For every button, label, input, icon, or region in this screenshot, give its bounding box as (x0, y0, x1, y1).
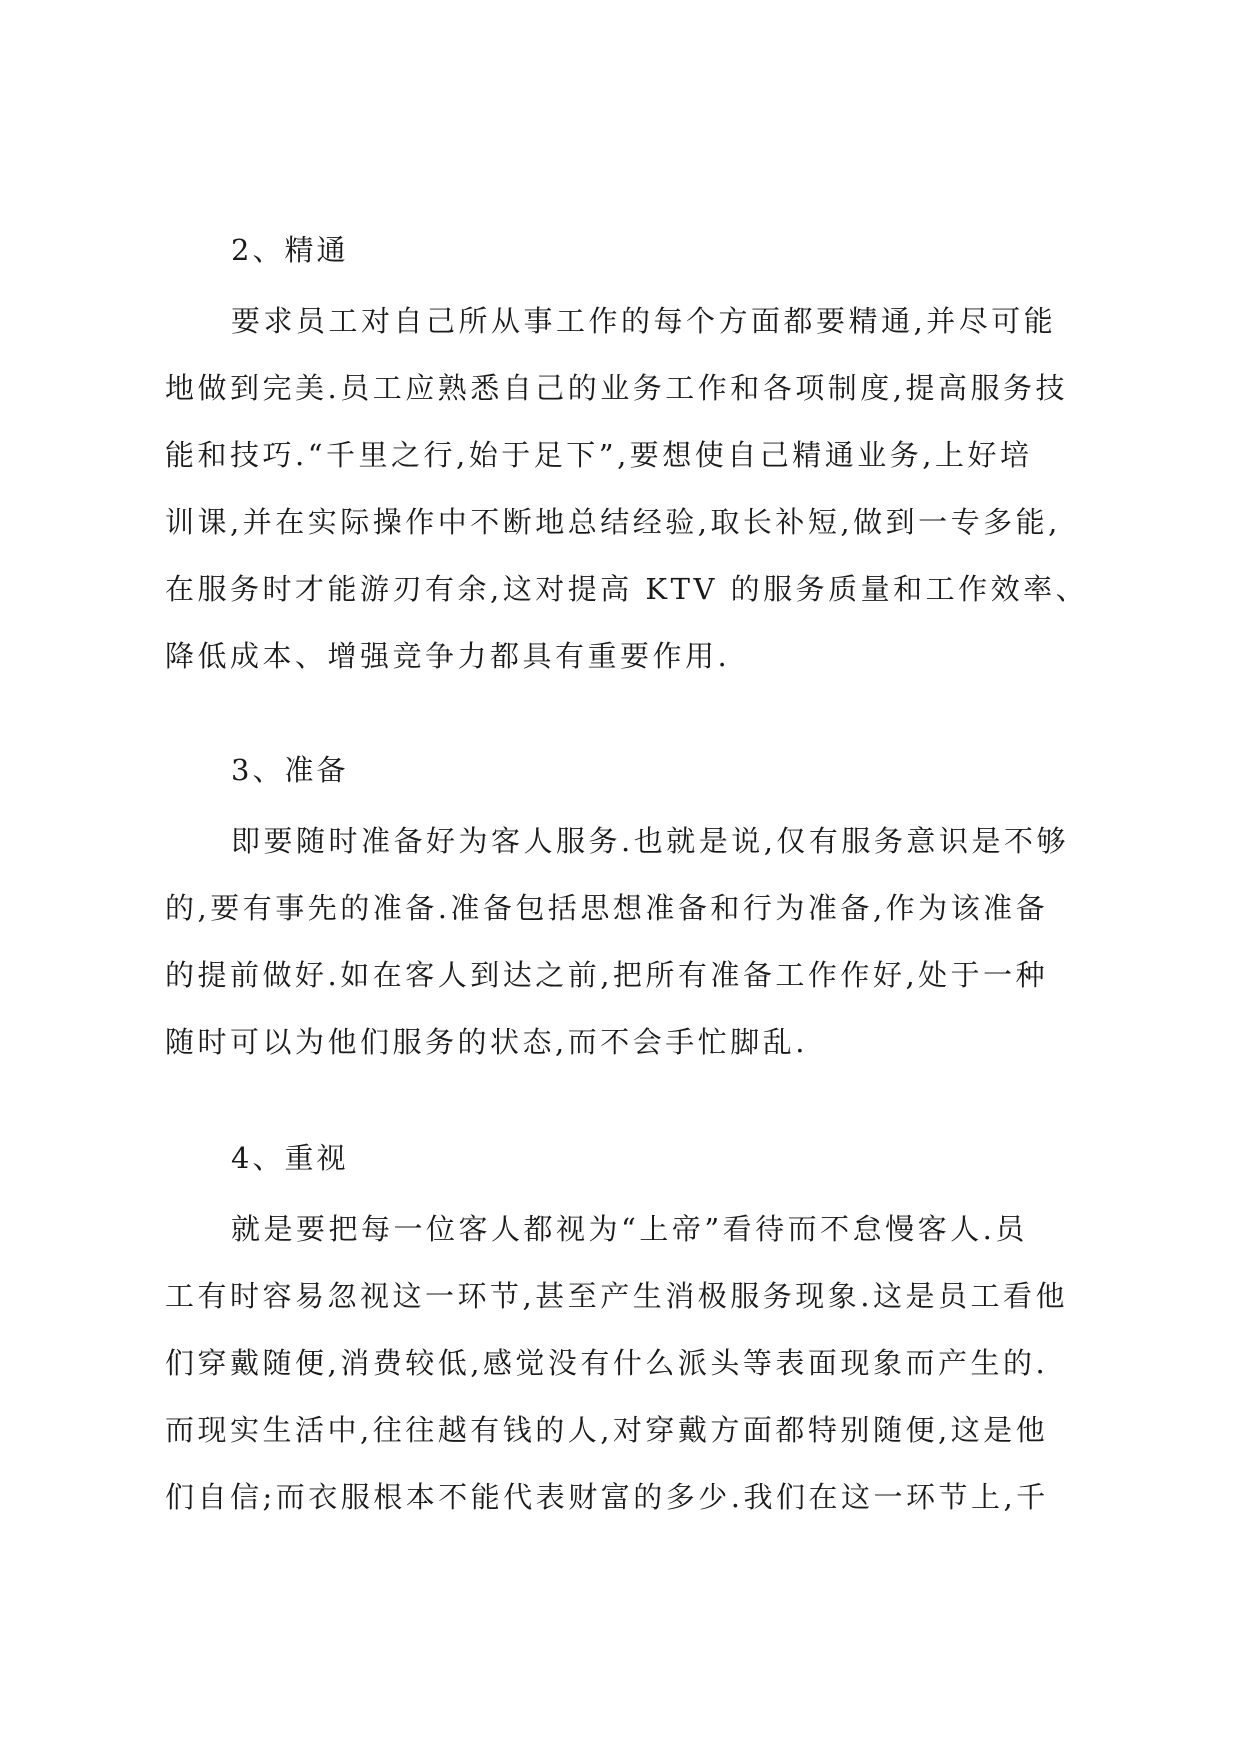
section-paragraph (165, 808, 1095, 1076)
paragraph-line: 的,要有事先的准备.准备包括思想准备和行为准备,作为该准备 (165, 891, 1049, 925)
paragraph-line: 们自信;而衣服根本不能代表财富的多少.我们在这一环节上,千 (165, 1480, 1049, 1514)
section-heading: 3、准备 (231, 753, 349, 787)
paragraph-line: 训课,并在实际操作中不断地总结经验,取长补短,做到一专多能, (165, 505, 1061, 539)
section-preparation (165, 745, 1095, 1076)
section-paragraph (165, 1196, 1095, 1531)
section-heading: 2、精通 (231, 233, 349, 267)
paragraph-line: 而现实生活中,往往越有钱的人,对穿戴方面都特别随便,这是他 (165, 1413, 1049, 1447)
paragraph-line: 的提前做好.如在客人到达之前,把所有准备工作作好,处于一种 (165, 958, 1049, 992)
paragraph-line: 即要随时准备好为客人服务.也就是说,仅有服务意识是不够 (231, 824, 1069, 858)
section-attention (165, 1133, 1095, 1531)
paragraph-line: 要求员工对自己所从事工作的每个方面都要精通,并尽可能 (231, 304, 1057, 338)
section-heading: 4、重视 (231, 1141, 349, 1175)
section-paragraph (165, 288, 1095, 690)
paragraph-line: 地做到完美.员工应熟悉自己的业务工作和各项制度,提高服务技 (165, 371, 1068, 405)
paragraph-line: 能和技巧.“千里之行,始于足下”,要想使自己精通业务,上好培 (165, 438, 1033, 472)
paragraph-line: 随时可以为他们服务的状态,而不会手忙脚乱. (165, 1025, 808, 1059)
paragraph-line: 降低成本、增强竞争力都具有重要作用. (165, 639, 731, 673)
paragraph-line: 在服务时才能游刃有余,这对提高 KTV 的服务质量和工作效率、 (165, 572, 1089, 606)
paragraph-line: 工有时容易忽视这一环节,甚至产生消极服务现象.这是员工看他 (165, 1279, 1068, 1313)
paragraph-line: 们穿戴随便,消费较低,感觉没有什么派头等表面现象而产生的. (165, 1346, 1049, 1380)
section-mastery (165, 225, 1095, 690)
paragraph-line: 就是要把每一位客人都视为“上帝”看待而不怠慢客人.员 (231, 1212, 1028, 1246)
